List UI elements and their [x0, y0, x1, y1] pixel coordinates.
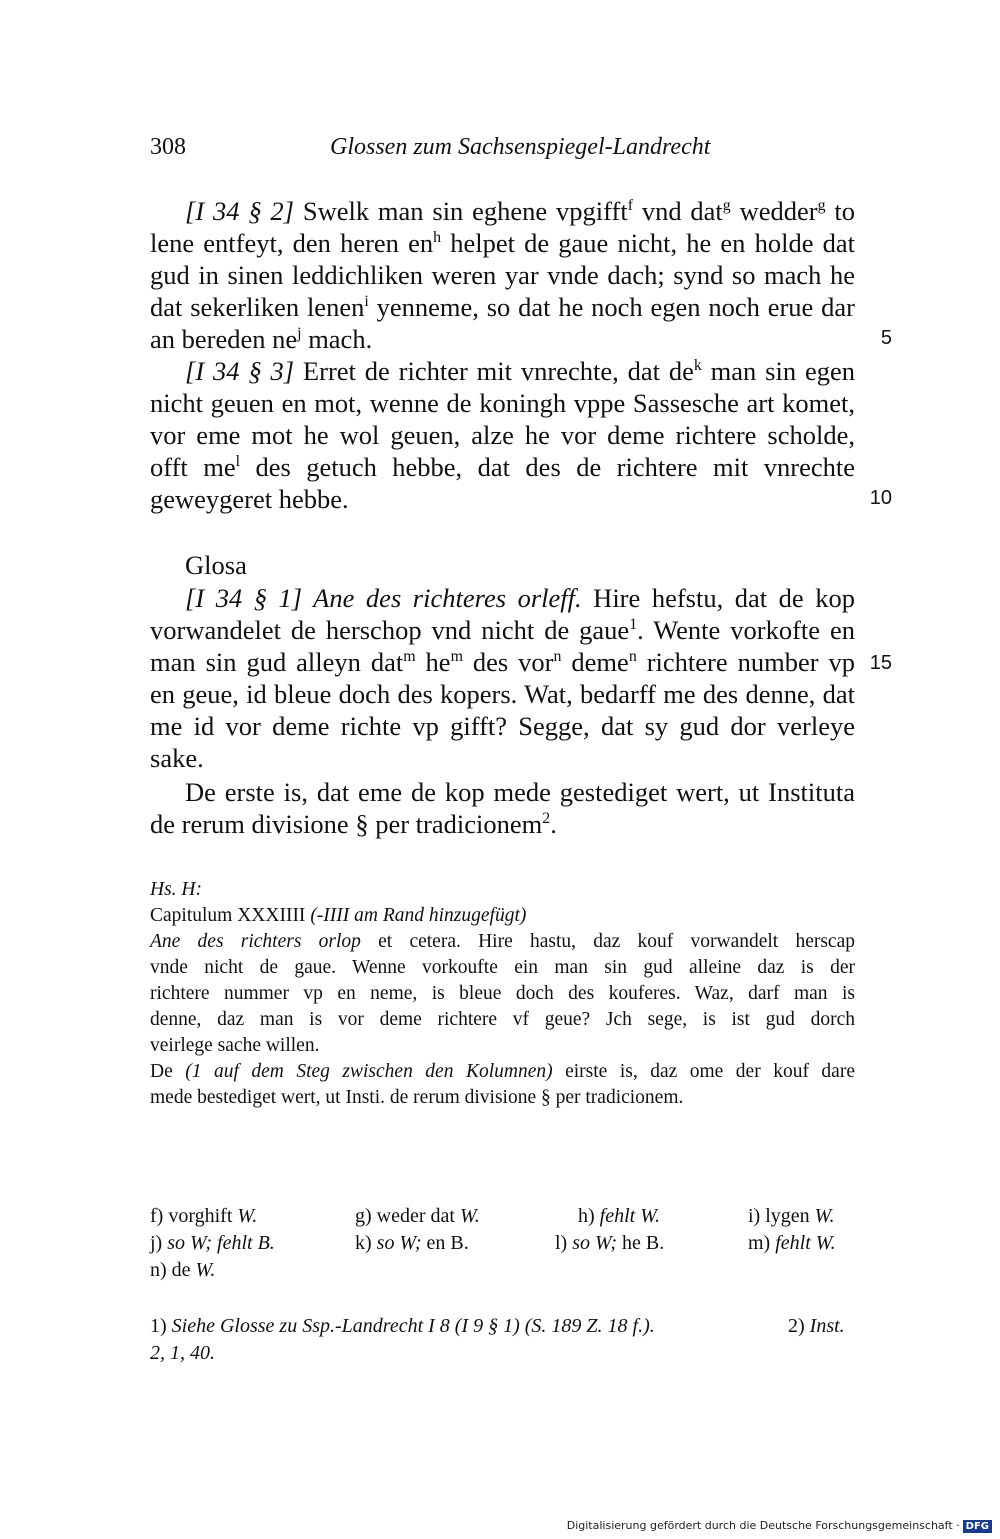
footnote-row: [150, 1313, 855, 1339]
text-line: denne, daz man is vor deme richtere vf geue? Jch sege, is ist gud dorch: [150, 1009, 855, 1030]
text-line: an bereden $ne^j$ mach.: [150, 324, 373, 354]
text-line: Ane des richters orlop et cetera. Hire hastu, daz kouf vorwandelt herscap: [150, 931, 855, 952]
manuscript-label: Hs. H:: [150, 879, 202, 900]
apparatus-note: n) de W.: [150, 1259, 216, 1281]
footnote-2-continuation: 2, 1, 40.: [150, 1342, 215, 1364]
apparatus-note: m) fehlt W.: [748, 1232, 836, 1254]
text-line: [I 34 § 3] Erret de richter mit vnrechte, dat $de^k$ man sin egen: [185, 356, 855, 386]
text-line: sake.: [150, 743, 204, 773]
apparatus-note: h) fehlt W.: [578, 1205, 661, 1227]
line-number: 10: [869, 487, 892, 509]
text-line: De (1 auf dem Steg zwischen den Kolumnen) eirste is, daz ome der kouf dare: [150, 1061, 855, 1082]
text-line: vnde nicht de gaue. Wenne vorkoufte ein man sin gud alleine daz is der: [150, 957, 855, 978]
text-line: lene entfeyt, den heren $en^h$ helpet de gaue nicht, he en holde dat: [150, 228, 855, 258]
text-line: me id vor deme richte vp gifft? Segge, dat sy gud dor verleye: [150, 711, 855, 741]
text-line: geweygeret hebbe.: [150, 484, 349, 514]
text-line: richtere nummer vp en neme, is bleue doch des kouferes. Waz, darf man is: [150, 983, 855, 1004]
apparatus-note: i) lygen W.: [748, 1205, 835, 1227]
text-line: [I 34 § 1] Ane des richteres orleff. Hire hefstu, dat de kop: [185, 583, 855, 613]
chapter-heading: Capitulum XXXIIII (-IIII am Rand hinzugefügt): [150, 905, 527, 926]
apparatus-note: j) so W; fehlt B.: [150, 1232, 275, 1254]
apparatus-note: k) so W; en B.: [355, 1232, 469, 1254]
apparatus-note: l) so W; he B.: [555, 1232, 665, 1254]
credit-text: Digitalisierung gefördert durch die Deutsche Forschungsgemeinschaft ·: [566, 1519, 960, 1532]
running-title: Glossen zum Sachsenspiegel-Landrecht: [330, 134, 711, 160]
text-line: De erste is, dat eme de kop mede gestediget wert, ut Instituta: [185, 777, 855, 807]
footnote-1: 1) Siehe Glosse zu Ssp.-Landrecht I 8 (I 9 § 1) (S. 189 Z. 18 f.).: [150, 1315, 655, 1337]
text-line: dat sekerliken lenen$^i$ yenneme, so dat he noch egen noch erue dar: [150, 292, 855, 322]
text-line: offt $me^l$ des getuch hebbe, dat des de richtere mit vnrechte: [150, 452, 855, 482]
apparatus-row: [150, 1203, 855, 1229]
text-line: vor eme mot he wol geuen, alze he vor deme richtere scholde,: [150, 420, 855, 450]
digitization-credit: [567, 1519, 992, 1533]
text-line: nicht geuen en mot, wenne de koningh vppe Sassesche art komet,: [150, 388, 855, 418]
glosa-heading: Glosa: [185, 550, 247, 580]
text-line: veirlege sache willen.: [150, 1035, 320, 1056]
text-line: en geue, id bleue doch des kopers. Wat, bedarff me des denne, dat: [150, 679, 855, 709]
text-line: de rerum divisione § per tradicionem$^2$.: [150, 809, 557, 839]
text-line: man sin gud alleyn dat$^m$ $he^m$ des vor$^n$ deme$^n$ richtere number vp: [150, 647, 855, 677]
text-line: [I 34 § 2] Swelk man sin eghene vpgifft$^f$ vnd dat$^g$ wedder$^g$ to: [185, 196, 856, 226]
footnote-row: [150, 1340, 855, 1366]
text-line: mede bestediget wert, ut Insti. de rerum divisione § per tradicionem.: [150, 1087, 684, 1108]
footnote-2: 2) Inst.: [788, 1315, 845, 1337]
apparatus-note: g) weder dat W.: [355, 1205, 480, 1227]
text-line: gud in sinen leddichliken weren yar vnde dach; synd so mach he: [150, 260, 855, 290]
apparatus-row: [150, 1230, 855, 1256]
line-number: 15: [869, 652, 892, 674]
line-number: 5: [880, 327, 892, 349]
text-line: vorwandelet de herschop vnd nicht de gaue$^1$. Wente vorkofte en: [150, 615, 856, 645]
page-number: 308: [150, 134, 186, 160]
apparatus-note: f) vorghift W.: [150, 1205, 258, 1227]
apparatus-row: [150, 1257, 855, 1283]
dfg-logo: DFG: [963, 1520, 992, 1533]
